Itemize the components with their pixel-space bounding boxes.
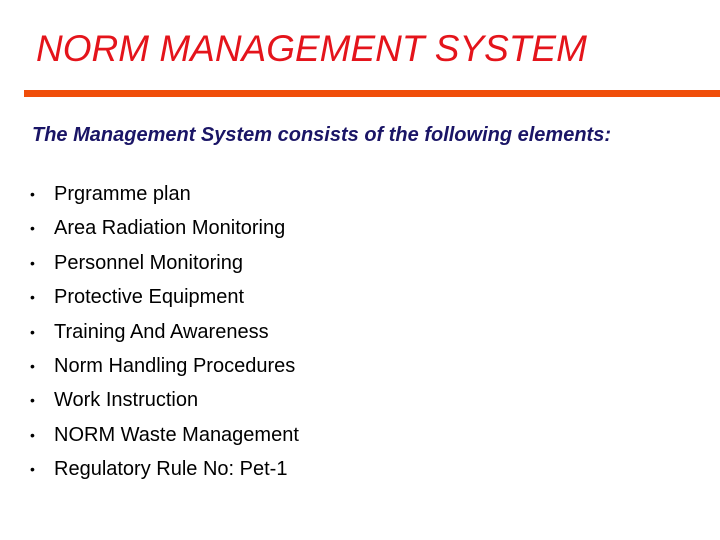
bullet-icon: • [30,254,35,271]
list-item-label: NORM Waste Management [54,423,299,446]
list-item-label: Regulatory Rule No: Pet-1 [54,458,288,481]
list-item [30,320,299,354]
list-item [30,285,299,319]
bullet-icon: • [30,323,35,340]
list-item-label: Norm Handling Procedures [54,354,296,377]
bullet-icon: • [30,186,35,202]
bullet-icon: • [30,392,35,409]
list-item [30,182,299,216]
list-item-label: Protective Equipment [54,286,245,309]
list-item-label: Work Instruction [54,389,199,412]
list-item [30,423,299,457]
list-item [30,216,299,250]
bullet-icon: • [30,220,35,237]
bullet-icon: • [30,289,35,306]
bullet-icon: • [30,357,35,374]
list-item-label: Area Radiation Monitoring [54,217,286,240]
list-item-label: Prgramme plan [54,183,191,205]
title-underline-rule [24,90,720,97]
list-item [30,251,299,285]
bullet-icon: • [30,426,35,443]
slide-title: NORM MANAGEMENT SYSTEM [36,28,587,69]
list-item-label: Training And Awareness [54,320,269,343]
list-item [30,354,299,388]
slide-subtitle: The Management System consists of the following elements: [32,124,611,146]
bullet-icon: • [30,461,35,478]
list-item [30,457,299,491]
list-item-label: Personnel Monitoring [54,251,243,274]
bullet-list [30,182,299,492]
list-item [30,388,299,422]
